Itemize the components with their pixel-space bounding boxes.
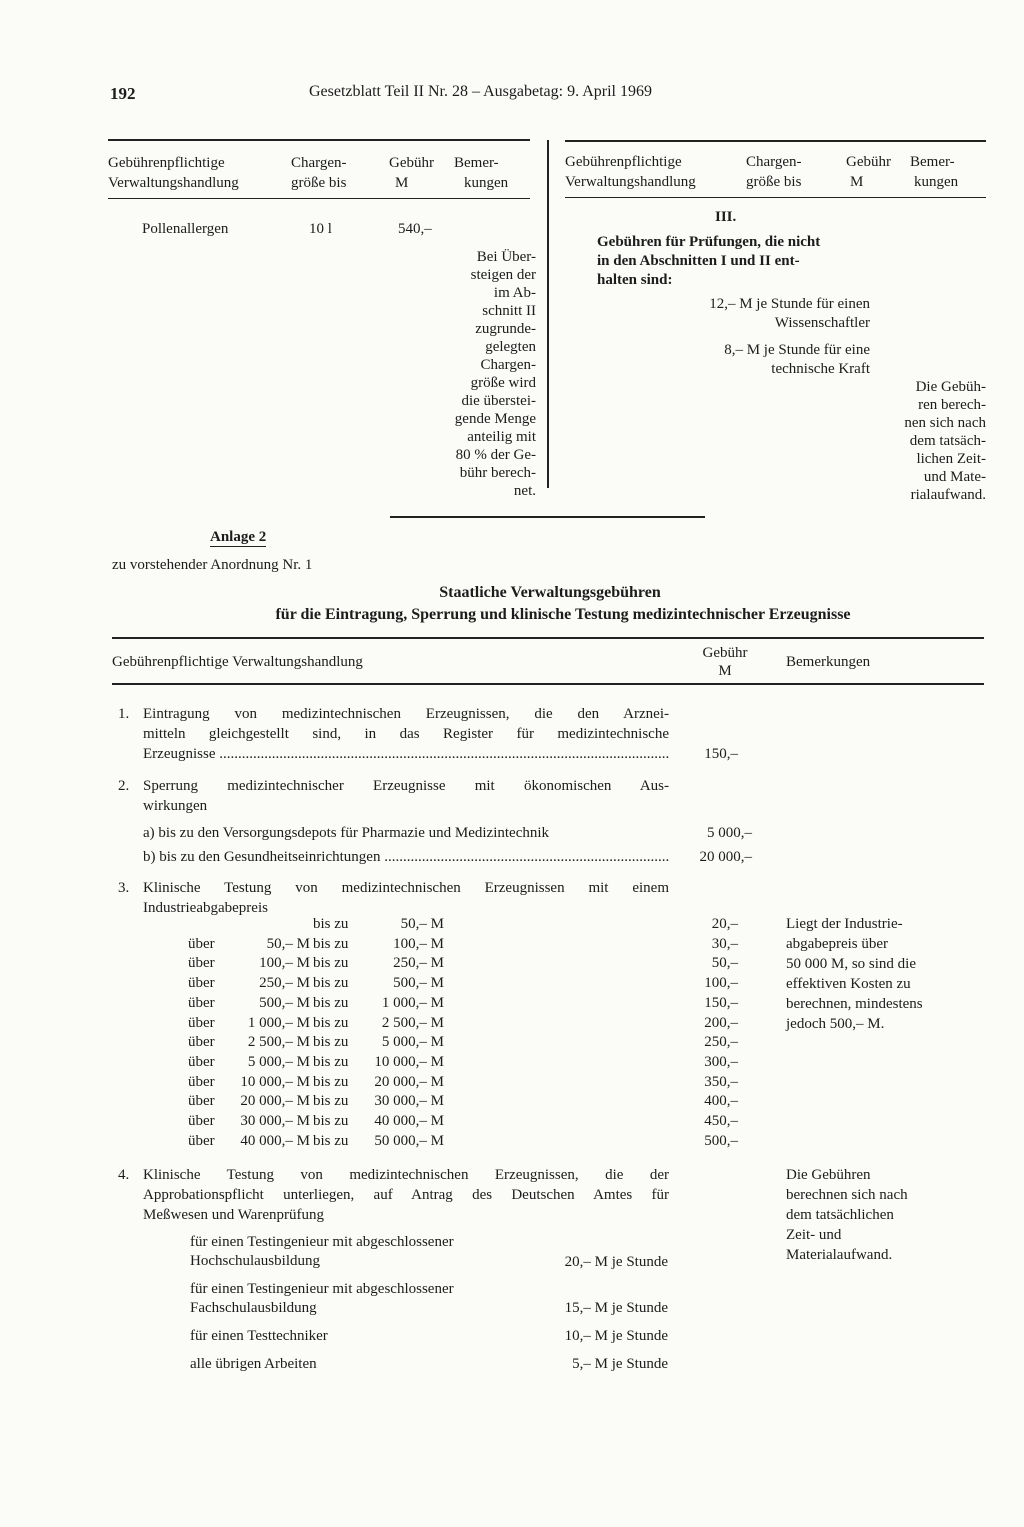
tier-fee: 200,– bbox=[704, 1014, 738, 1031]
item4-text: Klinische Testung von medizintechnischen Erzeugnissen, die der Approbationspflicht unterliegen, auf Antrag des Deutschen Amtes für Meßwesen und Warenprüfung bbox=[143, 1167, 669, 1223]
tier-von: 20 000,– M bbox=[240, 1093, 310, 1110]
tier-ueber: über bbox=[188, 1132, 215, 1149]
tier-fee: 20,– bbox=[711, 916, 738, 932]
price-tier-row bbox=[188, 914, 758, 934]
columns-end-rule bbox=[390, 516, 705, 518]
tier-ueber: über bbox=[188, 955, 215, 972]
price-tier-row bbox=[188, 1032, 758, 1052]
item3-text: Klinische Testung von medizintechnischen Erzeugnissen mit einem Industrieabgabepreis bbox=[143, 880, 669, 916]
tier-bis: 30 000,– M bbox=[374, 1093, 444, 1110]
item1-fee: 150,– bbox=[704, 746, 738, 762]
tier-ueber: über bbox=[188, 994, 215, 1011]
tier-bis: 1 000,– M bbox=[381, 994, 444, 1011]
top-right-rule-header bbox=[565, 197, 986, 198]
tier-von: 50,– M bbox=[266, 935, 310, 952]
item2-a-text: a) bis zu den Versorgungsdepots für Pharmazie und Medizintechnik bbox=[143, 825, 550, 841]
tier-biszu: bis zu bbox=[313, 955, 349, 972]
price-tier-row bbox=[188, 973, 758, 993]
tier-fee: 450,– bbox=[704, 1113, 738, 1129]
tier-von: 250,– M bbox=[259, 975, 310, 992]
item3-num: 3. bbox=[118, 880, 130, 896]
tier-ueber: über bbox=[188, 1093, 215, 1110]
tier-von: 10 000,– M bbox=[240, 1073, 310, 1090]
top-right-col-handlung: Gebührenpflichtige Verwaltungshandlung bbox=[565, 154, 696, 190]
main-col-handlung: Gebührenpflichtige Verwaltungshandlung bbox=[112, 654, 363, 670]
tier-von: 40 000,– M bbox=[240, 1132, 310, 1149]
tier-biszu: bis zu bbox=[313, 1073, 349, 1090]
top-left-col-charge: Chargen- größe bis bbox=[291, 155, 347, 191]
tier-bis: 2 500,– M bbox=[381, 1014, 444, 1031]
top-left-col-bemerk: Bemer- kungen bbox=[454, 155, 509, 191]
tier-fee: 250,– bbox=[704, 1034, 738, 1051]
tier-bis: 20 000,– M bbox=[374, 1073, 444, 1090]
pollenallergen-label: Pollenallergen bbox=[142, 221, 229, 237]
price-tier-row bbox=[188, 1072, 758, 1092]
price-tier-row bbox=[188, 1131, 758, 1151]
top-left-rule-header bbox=[108, 198, 530, 199]
tier-ueber: über bbox=[188, 935, 215, 952]
top-left-rule-top bbox=[108, 139, 530, 141]
tier-bis: 40 000,– M bbox=[374, 1113, 444, 1129]
tier-fee: 350,– bbox=[704, 1073, 738, 1090]
page-title: Gesetzblatt Teil II Nr. 28 – Ausgabetag: 9. April 1969 bbox=[309, 83, 652, 100]
tier-biszu: bis zu bbox=[313, 975, 349, 992]
pollenallergen-charge: 10 l bbox=[309, 221, 332, 237]
tier-fee: 100,– bbox=[704, 975, 738, 992]
price-tier-row bbox=[188, 953, 758, 973]
tier-fee: 30,– bbox=[711, 935, 738, 952]
pollenallergen-remark: Bei Über- steigen der im Ab- schnitt II zugrunde- gelegten Chargen- größe wird die überstei- gende Menge anteilig mit 80 % der Ge- bühr berech- net. bbox=[454, 249, 536, 499]
item2-num: 2. bbox=[118, 778, 130, 794]
tier-bis: 100,– M bbox=[393, 935, 444, 952]
top-right-col-bemerk: Bemer- kungen bbox=[910, 154, 959, 190]
tier-biszu: bis zu bbox=[313, 1113, 349, 1129]
tier-bis: 5 000,– M bbox=[381, 1034, 444, 1051]
tier-ueber: über bbox=[188, 1113, 215, 1129]
tier-biszu: bis zu bbox=[313, 1132, 349, 1149]
item1-text: Eintragung von medizintechnischen Erzeugnissen, die den Arznei- mitteln gleichgestellt sind, in das Register für medizintechnische Erzeugnisse ..... bbox=[143, 704, 669, 764]
tier-biszu: bis zu bbox=[313, 994, 349, 1011]
main-col-bemerk: Bemerkungen bbox=[786, 654, 871, 670]
item2-b-text: b) bis zu den Gesundheitseinrichtungen ..... bbox=[143, 847, 669, 867]
item4-num: 4. bbox=[118, 1167, 130, 1183]
rate-wissenschaftler: 12,– M je Stunde für einen Wissenschaftler bbox=[709, 296, 870, 331]
tier-fee: 500,– bbox=[704, 1132, 738, 1149]
price-tier-row bbox=[188, 1111, 758, 1131]
rate-hochschule-value: 20,– M je Stunde bbox=[564, 1254, 668, 1270]
item2-text: Sperrung medizintechnischer Erzeugnisse mit ökonomischen Aus- wirkungen bbox=[143, 778, 669, 814]
main-col-gebuehr: Gebühr M bbox=[702, 645, 748, 679]
tier-bis: 50 000,– M bbox=[374, 1132, 444, 1149]
tier-biszu: bis zu bbox=[313, 916, 349, 932]
rate-hochschule-text: für einen Testingenieur mit abgeschlossener Hochschulausbildung bbox=[190, 1234, 454, 1269]
tier-ueber: über bbox=[188, 1053, 215, 1070]
tier-fee: 300,– bbox=[704, 1053, 738, 1070]
main-table-rule-header bbox=[112, 683, 984, 685]
tier-von: 100,– M bbox=[259, 955, 310, 972]
price-tier-row bbox=[188, 1013, 758, 1033]
tier-fee: 50,– bbox=[711, 955, 738, 972]
tier-von: 5 000,– M bbox=[247, 1053, 310, 1070]
tier-fee: 150,– bbox=[704, 994, 738, 1011]
tier-von: 500,– M bbox=[259, 994, 310, 1011]
top-right-col-charge: Chargen- größe bis bbox=[746, 154, 802, 190]
tier-bis: 250,– M bbox=[393, 955, 444, 972]
item4-remark: Die Gebühren berechnen sich nach dem tatsächlichen Zeit- und Materialaufwand. bbox=[786, 1167, 908, 1263]
section-iii: III. bbox=[715, 209, 737, 225]
rate-testtechniker-value: 10,– M je Stunde bbox=[564, 1328, 668, 1344]
item2-a-fee: 5 000,– bbox=[707, 825, 752, 841]
tier-biszu: bis zu bbox=[313, 1014, 349, 1031]
main-title-line1: Staatliche Verwaltungsgebühren bbox=[439, 584, 661, 601]
top-right-rule-top bbox=[565, 140, 986, 142]
anlage-subtitle: zu vorstehender Anordnung Nr. 1 bbox=[112, 557, 313, 573]
tier-bis: 10 000,– M bbox=[374, 1053, 444, 1070]
price-tier-row bbox=[188, 934, 758, 954]
tier-biszu: bis zu bbox=[313, 1093, 349, 1110]
top-left-col-gebuehr: Gebühr M bbox=[389, 155, 434, 191]
page-number: 192 bbox=[110, 84, 136, 103]
price-tier-row bbox=[188, 993, 758, 1013]
tier-von: 2 500,– M bbox=[247, 1034, 310, 1051]
tier-biszu: bis zu bbox=[313, 1034, 349, 1051]
price-tier-row bbox=[188, 1052, 758, 1072]
tier-biszu: bis zu bbox=[313, 935, 349, 952]
rate-technische-kraft: 8,– M je Stunde für eine technische Kraft bbox=[724, 342, 870, 377]
rate-testtechniker-text: für einen Testtechniker bbox=[190, 1328, 328, 1344]
rate-fachschule-value: 15,– M je Stunde bbox=[564, 1300, 668, 1316]
rate-fachschule-text: für einen Testingenieur mit abgeschlossener Fachschulausbildung bbox=[190, 1281, 454, 1316]
tier-fee: 400,– bbox=[704, 1093, 738, 1110]
tier-biszu: bis zu bbox=[313, 1053, 349, 1070]
main-table-rule-top bbox=[112, 637, 984, 639]
tier-ueber: über bbox=[188, 1014, 215, 1031]
item3-remark: Liegt der Industrie- abgabepreis über 50 000 M, so sind die effektiven Kosten zu berechnen, mindestens jedoch 500,– M. bbox=[786, 916, 923, 1032]
top-left-col-handlung: Gebührenpflichtige Verwaltungshandlung bbox=[108, 155, 239, 191]
tier-ueber: über bbox=[188, 1034, 215, 1051]
price-tier-row bbox=[188, 1091, 758, 1111]
tier-ueber: über bbox=[188, 975, 215, 992]
section-iii-heading: Gebühren für Prüfungen, die nicht in den Abschnitten I und II ent- halten sind: bbox=[597, 234, 821, 288]
item2-b-fee: 20 000,– bbox=[699, 849, 752, 865]
tier-von: 30 000,– M bbox=[240, 1113, 310, 1129]
pollenallergen-fee: 540,– bbox=[398, 221, 432, 237]
tier-ueber: über bbox=[188, 1073, 215, 1090]
tier-bis: 500,– M bbox=[393, 975, 444, 992]
rate-uebrige-value: 5,– M je Stunde bbox=[572, 1356, 668, 1372]
anlage-title: Anlage 2 bbox=[210, 529, 267, 545]
main-title-line2: für die Eintragung, Sperrung und klinische Testung medizintechnischer Erzeugnisse bbox=[275, 606, 851, 623]
tier-von: 1 000,– M bbox=[247, 1014, 310, 1031]
rate-uebrige-text: alle übrigen Arbeiten bbox=[190, 1356, 317, 1372]
section-iii-remark: Die Gebüh- ren berech- nen sich nach dem tatsäch- lichen Zeit- und Mate- rialaufwand. bbox=[904, 379, 986, 503]
top-right-col-gebuehr: Gebühr M bbox=[846, 154, 891, 190]
tier-bis: 50,– M bbox=[400, 916, 444, 932]
item1-num: 1. bbox=[118, 706, 130, 722]
column-divider bbox=[547, 140, 549, 488]
